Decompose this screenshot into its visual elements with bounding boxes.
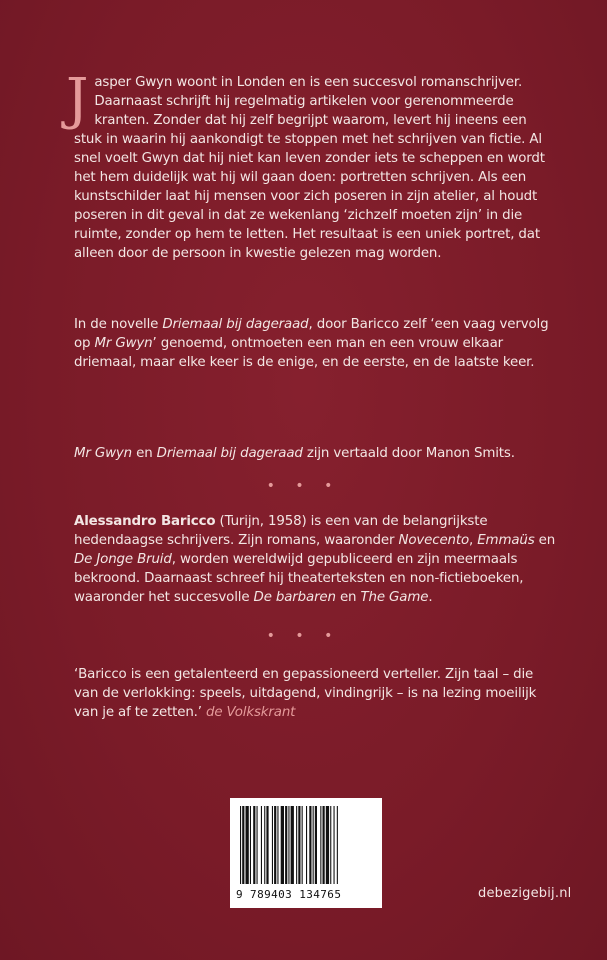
blurb-paragraph-2 xyxy=(74,315,556,372)
blurb-p2-part-c: ’ genoemd, ontmoeten een man en een vrouw elkaar driemaal, maar elke keer is de enige, en de eerste, en de laatste keer. xyxy=(74,336,535,370)
barcode-bars xyxy=(238,806,374,886)
author-name: Alessandro Baricco xyxy=(74,514,216,529)
bio-sep-2: en xyxy=(534,533,556,548)
bio-sep-3: en xyxy=(335,590,361,605)
blurb-p2-part-a: In de novelle xyxy=(74,317,163,332)
blurb-paragraph-1 xyxy=(66,67,556,263)
bio-title-emmaus: Emmaüs xyxy=(477,533,535,548)
bio-part-a: (Turijn, 1958) is een van de belangrijkste hedendaagse schrijvers. Zijn romans, waaronder xyxy=(74,514,488,548)
author-bio xyxy=(74,512,556,607)
bio-title-novecento: Novecento xyxy=(398,533,470,548)
credit-title-1: Mr Gwyn xyxy=(74,446,133,461)
isbn-number: 9 789403 134765 xyxy=(236,888,342,901)
bio-title-barbaren: De barbaren xyxy=(253,590,336,605)
credit-title-2: Driemaal bij dageraad xyxy=(156,446,303,461)
bio-title-jonge-bruid: De Jonge Bruid xyxy=(74,552,172,567)
credit-part-b: zijn vertaald door Manon Smits. xyxy=(302,446,515,461)
separator-dots: • • • xyxy=(266,478,341,494)
blurb-paragraph-1-text: asper Gwyn woont in Londen en is een succesvol romanschrijver. Daarnaast schrijft hij regelmatig artikelen voor gerenommeerde kranten. Zonder dat hij zelf begrijpt waarom, levert hij ineens een stuk in waarin hij aankondigt te stoppen met het schrijven van fictie. Al snel voelt Gwyn dat hij niet kan leven zonder iets te scheppen en wordt het hem duidelijk wat hij wil gaan doen: portretten schrijven. Als een kunstschilder laat hij mensen voor zich poseren in zijn atelier, al houdt poseren in dit geval in dat ze wekenlang ‘zichzelf moeten zijn’ in die ruimte, zonder op hem te letten. Het resultaat is een uniek portret, dat alleen door de persoon in kwestie gelezen mag worden. xyxy=(74,75,545,261)
quote-text: ‘Baricco is een getalenteerd en gepassioneerd verteller. Zijn taal – die van de verlokking: speels, uitdagend, vindingrijk – is na lezing moeilijk van je af te zetten.’ xyxy=(74,667,537,720)
press-quote xyxy=(74,665,556,722)
bio-sep-1: , xyxy=(469,533,478,548)
translator-credit xyxy=(74,444,556,463)
barcode xyxy=(230,798,382,908)
bio-title-the-game: The Game xyxy=(360,590,429,605)
novella-title: Driemaal bij dageraad xyxy=(162,317,309,332)
publisher-website: debezigebij.nl xyxy=(478,886,572,901)
book-title-mr-gwyn: Mr Gwyn xyxy=(94,336,153,351)
credit-part-a: en xyxy=(132,446,157,461)
bio-part-b: , worden wereldwijd gepubliceerd en zijn meermaals bekroond. Daarnaast schreef hij theaterteksten en non-fictieboeken, waaronder het succesvolle xyxy=(74,552,524,605)
separator-dots-2: • • • xyxy=(266,628,341,644)
blurb-p2-part-b: , door Baricco zelf ‘een vaag vervolg op xyxy=(74,317,549,351)
bio-part-c: . xyxy=(428,590,433,605)
quote-source: de Volkskrant xyxy=(205,705,296,720)
drop-cap: J xyxy=(66,67,89,132)
